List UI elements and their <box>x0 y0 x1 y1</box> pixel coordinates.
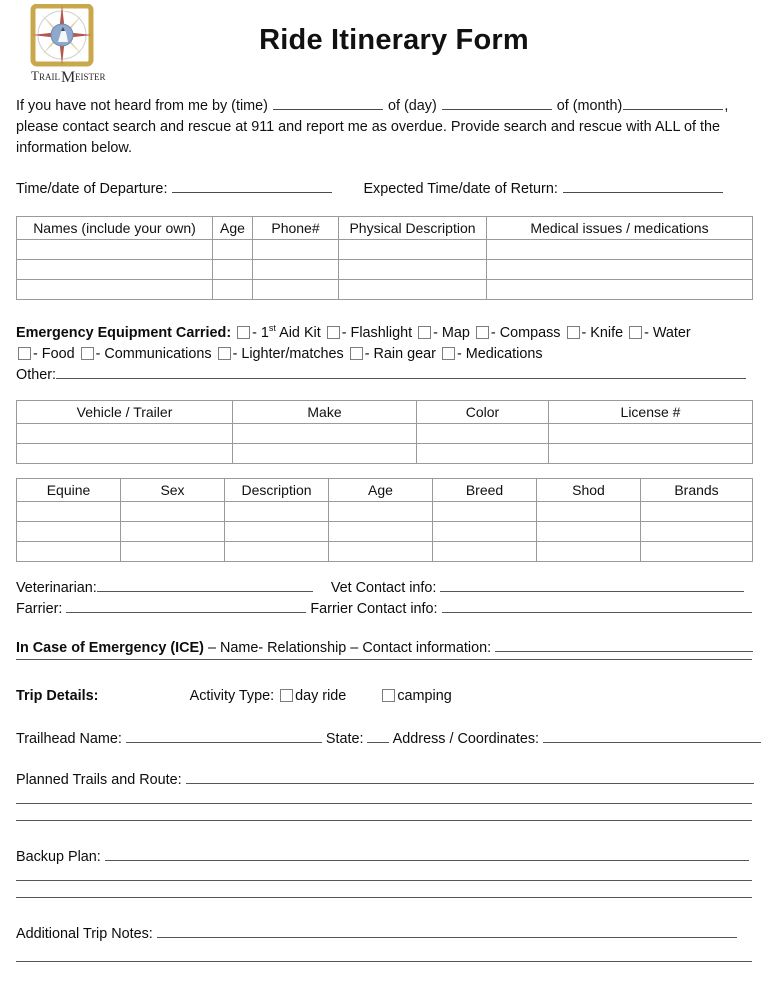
label-rain-gear: - Rain gear <box>364 345 436 362</box>
names-table <box>16 216 753 300</box>
intro-line-1c: of (month) <box>556 98 623 114</box>
svg-text:RAIL: RAIL <box>39 72 60 82</box>
cell-phone[interactable] <box>253 260 339 280</box>
cell-brands[interactable] <box>641 501 753 521</box>
col-breed: Breed <box>433 478 537 501</box>
day-blank[interactable] <box>442 96 552 110</box>
table-header-row <box>17 478 753 501</box>
svg-text:EISTER: EISTER <box>75 72 106 82</box>
vet-contact-label: Vet Contact info: <box>330 579 437 596</box>
cell-names[interactable] <box>17 260 213 280</box>
vet-row <box>16 578 752 599</box>
address-coordinates-blank[interactable] <box>543 729 761 743</box>
vehicle-trailer-table <box>16 400 753 464</box>
return-label: Expected Time/date of Return: <box>363 181 558 197</box>
cell-names[interactable] <box>17 240 213 260</box>
departure-return-row <box>16 179 752 200</box>
additional-notes-blank[interactable] <box>157 924 737 938</box>
col-medical-issues: Medical issues / medications <box>487 217 753 240</box>
label-camping: camping <box>397 687 452 704</box>
checkbox-day-ride[interactable] <box>280 689 293 702</box>
label-knife: - Knife <box>581 324 624 341</box>
cell-medical-issues[interactable] <box>487 280 753 300</box>
label-compass: - Compass <box>490 324 561 341</box>
additional-notes-line-2[interactable] <box>16 961 752 962</box>
cell-names[interactable] <box>17 280 213 300</box>
label-water: - Water <box>644 324 691 341</box>
checkbox-lighter-matches[interactable] <box>218 347 231 360</box>
other-label: Other: <box>16 366 56 383</box>
cell-breed[interactable] <box>433 541 537 561</box>
other-blank[interactable] <box>56 365 746 379</box>
table-row[interactable] <box>17 541 753 561</box>
equipment-title: Emergency Equipment Carried: <box>16 324 232 341</box>
col-make: Make <box>233 400 417 423</box>
col-physical-description: Physical Description <box>339 217 487 240</box>
cell-vehicle-trailer[interactable] <box>17 443 233 463</box>
label-medications: - Medications <box>456 345 543 362</box>
svg-text:M: M <box>61 69 76 86</box>
checkbox-water[interactable] <box>629 326 642 339</box>
checkbox-map[interactable] <box>418 326 431 339</box>
col-age: Age <box>329 478 433 501</box>
label-flashlight: - Flashlight <box>341 324 413 341</box>
col-age: Age <box>213 217 253 240</box>
label-map: - Map <box>433 324 470 341</box>
cell-phone[interactable] <box>253 280 339 300</box>
cell-equine[interactable] <box>17 501 121 521</box>
table-row[interactable] <box>17 443 753 463</box>
additional-notes-section <box>16 924 752 962</box>
checkbox-rain-gear[interactable] <box>350 347 363 360</box>
cell-physical-description[interactable] <box>339 260 487 280</box>
intro-line-1a: If you have not heard from me by (time) <box>16 98 268 114</box>
backup-plan-label: Backup Plan: <box>16 848 101 865</box>
ice-section <box>16 638 752 660</box>
cell-description[interactable] <box>225 541 329 561</box>
intro-line-2: please contact search and rescue at 911 and report me as overdue. Provide search and rescue with ALL of the <box>16 119 720 135</box>
table-row[interactable] <box>17 423 753 443</box>
col-brands: Brands <box>641 478 753 501</box>
trailhead-blank[interactable] <box>126 729 322 743</box>
return-blank[interactable] <box>563 179 723 193</box>
cell-breed[interactable] <box>433 501 537 521</box>
table-header-row <box>17 217 753 240</box>
planned-trails-section <box>16 770 752 821</box>
equipment-row-1 <box>16 318 752 344</box>
cell-phone[interactable] <box>253 240 339 260</box>
col-sex: Sex <box>121 478 225 501</box>
cell-description[interactable] <box>225 521 329 541</box>
checkbox-communications[interactable] <box>81 347 94 360</box>
table-row[interactable] <box>17 280 753 300</box>
cell-age[interactable] <box>213 240 253 260</box>
checkbox-food[interactable] <box>18 347 31 360</box>
checkbox-medications[interactable] <box>442 347 455 360</box>
farrier-row <box>16 599 752 620</box>
svg-text:T: T <box>31 68 39 83</box>
farrier-contact-blank[interactable] <box>442 599 752 613</box>
trip-details-row <box>16 686 752 707</box>
cell-sex[interactable] <box>121 541 225 561</box>
planned-trails-label: Planned Trails and Route: <box>16 771 182 788</box>
ice-blank[interactable] <box>495 638 753 652</box>
table-row[interactable] <box>17 521 753 541</box>
col-color: Color <box>417 400 549 423</box>
cell-brands[interactable] <box>641 541 753 561</box>
col-equine: Equine <box>17 478 121 501</box>
table-row[interactable] <box>17 501 753 521</box>
table-header-row <box>17 400 753 423</box>
veterinarian-blank[interactable] <box>97 578 313 592</box>
emergency-equipment-section <box>16 318 752 386</box>
col-description: Description <box>225 478 329 501</box>
cell-color[interactable] <box>417 443 549 463</box>
cell-equine[interactable] <box>17 541 121 561</box>
cell-age[interactable] <box>329 521 433 541</box>
cell-shod[interactable] <box>537 521 641 541</box>
checkbox-flashlight[interactable] <box>327 326 340 339</box>
cell-brands[interactable] <box>641 521 753 541</box>
state-label: State: <box>325 730 364 747</box>
intro-line-1 <box>16 96 752 117</box>
cell-medical-issues[interactable] <box>487 260 753 280</box>
trip-details-title: Trip Details: <box>16 687 99 704</box>
cell-medical-issues[interactable] <box>487 240 753 260</box>
intro-paragraph <box>16 96 752 159</box>
cell-age[interactable] <box>213 260 253 280</box>
cell-age[interactable] <box>329 541 433 561</box>
activity-type-label: Activity Type: <box>189 687 275 704</box>
cell-equine[interactable] <box>17 521 121 541</box>
col-license: License # <box>549 400 753 423</box>
checkbox-knife[interactable] <box>567 326 580 339</box>
planned-trails-blank[interactable] <box>186 770 754 784</box>
equipment-row-2 <box>16 344 752 365</box>
equipment-other-row <box>16 365 752 386</box>
cell-description[interactable] <box>225 501 329 521</box>
label-lighter-matches: - Lighter/matches <box>232 345 344 362</box>
ice-label: In Case of Emergency (ICE) <box>16 639 204 656</box>
checkbox-first-aid-kit[interactable] <box>237 326 250 339</box>
cell-color[interactable] <box>417 423 549 443</box>
form-header <box>0 0 768 96</box>
backup-plan-section <box>16 847 752 898</box>
cell-physical-description[interactable] <box>339 240 487 260</box>
ice-row-1 <box>16 638 752 659</box>
col-phone: Phone# <box>253 217 339 240</box>
cell-vehicle-trailer[interactable] <box>17 423 233 443</box>
cell-breed[interactable] <box>433 521 537 541</box>
equine-table <box>16 478 753 562</box>
cell-physical-description[interactable] <box>339 280 487 300</box>
col-vehicle-trailer: Vehicle / Trailer <box>17 400 233 423</box>
col-shod: Shod <box>537 478 641 501</box>
checkbox-camping[interactable] <box>382 689 395 702</box>
cell-make[interactable] <box>233 443 417 463</box>
month-blank[interactable] <box>623 96 723 110</box>
table-row[interactable] <box>17 240 753 260</box>
intro-line-1d: , <box>724 98 729 114</box>
backup-plan-row <box>16 847 752 868</box>
cell-age[interactable] <box>329 501 433 521</box>
departure-label: Time/date of Departure: <box>16 181 168 197</box>
vet-contact-blank[interactable] <box>440 578 744 592</box>
checkbox-compass[interactable] <box>476 326 489 339</box>
table-row[interactable] <box>17 260 753 280</box>
veterinarian-label: Veterinarian: <box>16 579 97 596</box>
cell-license[interactable] <box>549 423 753 443</box>
farrier-label: Farrier: <box>16 600 63 617</box>
label-first-aid-kit: - 1st Aid Kit <box>252 323 321 341</box>
col-names: Names (include your own) <box>17 217 213 240</box>
cell-shod[interactable] <box>537 501 641 521</box>
cell-make[interactable] <box>233 423 417 443</box>
label-day-ride: day ride <box>295 687 347 704</box>
ice-sublabel: – Name- Relationship – Contact information: <box>207 639 492 656</box>
cell-sex[interactable] <box>121 521 225 541</box>
departure-blank[interactable] <box>172 179 332 193</box>
cell-license[interactable] <box>549 443 753 463</box>
trailhead-label: Trailhead Name: <box>16 730 122 747</box>
trailhead-row <box>16 729 752 750</box>
intro-line-1b: of (day) <box>387 98 437 114</box>
farrier-contact-label: Farrier Contact info: <box>310 600 438 617</box>
additional-notes-label: Additional Trip Notes: <box>16 925 153 942</box>
cell-sex[interactable] <box>121 501 225 521</box>
page-title: Ride Itinerary Form <box>259 24 529 56</box>
intro-line-3: information below. <box>16 140 132 156</box>
planned-trails-row <box>16 770 752 791</box>
cell-age[interactable] <box>213 280 253 300</box>
backup-plan-blank[interactable] <box>105 847 749 861</box>
additional-notes-row <box>16 924 752 945</box>
time-blank[interactable] <box>273 96 383 110</box>
state-blank[interactable] <box>367 729 389 743</box>
farrier-blank[interactable] <box>66 599 306 613</box>
address-coordinates-label: Address / Coordinates: <box>392 730 540 747</box>
label-food: - Food <box>33 345 75 362</box>
label-communications: - Communications <box>95 345 212 362</box>
cell-shod[interactable] <box>537 541 641 561</box>
